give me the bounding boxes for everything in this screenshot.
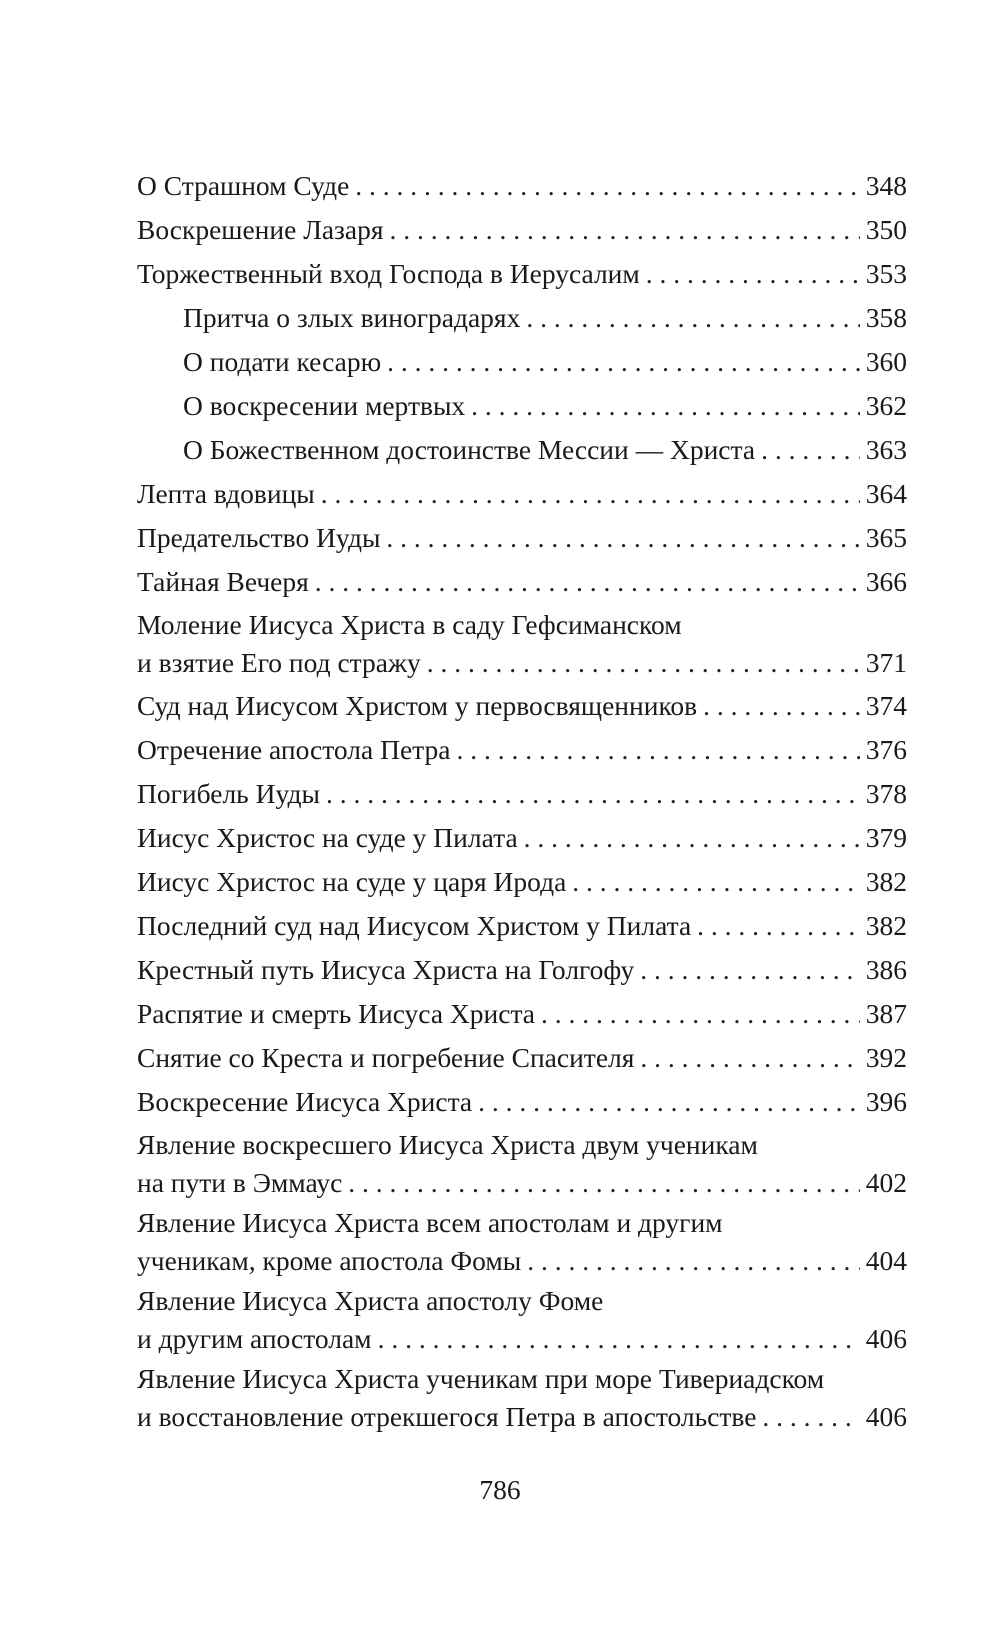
toc-entry-title: Торжественный вход Господа в Иерусалим bbox=[137, 258, 640, 289]
toc-entry[interactable] bbox=[137, 948, 907, 992]
toc-entry[interactable] bbox=[137, 904, 907, 948]
toc-entry-title-line: Явление Иисуса Христа апостолу Фоме bbox=[137, 1285, 604, 1316]
dot-leader bbox=[390, 208, 860, 252]
dot-leader bbox=[315, 560, 860, 604]
toc-entry[interactable] bbox=[137, 252, 907, 296]
toc-entry-title: Тайная Вечеря bbox=[137, 566, 309, 597]
toc-entry-page-number: 382 bbox=[865, 910, 907, 941]
toc-entry-title: Отречение апостола Петра bbox=[137, 734, 451, 765]
toc-entry[interactable] bbox=[137, 340, 907, 384]
dot-leader bbox=[646, 252, 860, 296]
dot-leader bbox=[456, 728, 859, 772]
toc-entry-page-number: 406 bbox=[865, 1323, 907, 1354]
toc-entry-page-number: 376 bbox=[865, 734, 907, 765]
toc-entry-title-line: Явление Иисуса Христа ученикам при море Тивериадском bbox=[137, 1363, 825, 1394]
toc-entry[interactable] bbox=[137, 1036, 907, 1080]
toc-entry-page-number: 382 bbox=[865, 866, 907, 897]
toc-entry[interactable] bbox=[137, 560, 907, 604]
toc-entry-title: Воскрешение Лазаря bbox=[137, 214, 384, 245]
toc-entry-title: Распятие и смерть Иисуса Христа bbox=[137, 998, 535, 1029]
dot-leader bbox=[524, 816, 860, 860]
toc-entry-title: Притча о злых виноградарях bbox=[183, 302, 521, 333]
dot-leader bbox=[527, 1242, 860, 1280]
toc-entry-title-line: Явление Иисуса Христа всем апостолам и другим bbox=[137, 1207, 723, 1238]
page-number: 786 bbox=[479, 1474, 521, 1505]
toc-entry-title: Воскресение Иисуса Христа bbox=[137, 1086, 473, 1117]
toc-entry[interactable] bbox=[137, 1360, 907, 1436]
dot-leader bbox=[526, 296, 859, 340]
toc-entry[interactable] bbox=[137, 606, 907, 682]
toc-entry-page-number: 386 bbox=[865, 954, 907, 985]
toc-entry[interactable] bbox=[137, 772, 907, 816]
toc-entry[interactable] bbox=[137, 384, 907, 428]
toc-entry-page-number: 353 bbox=[865, 258, 907, 289]
toc-entry[interactable] bbox=[137, 164, 907, 208]
toc-entry-page-number: 360 bbox=[865, 346, 907, 377]
toc-entry-page-number: 404 bbox=[865, 1245, 907, 1276]
toc-entry[interactable] bbox=[137, 296, 907, 340]
toc-entry[interactable] bbox=[137, 992, 907, 1036]
toc-entry-page-number: 362 bbox=[865, 390, 907, 421]
toc-entry-page-number: 350 bbox=[865, 214, 907, 245]
toc-entry[interactable] bbox=[137, 1282, 907, 1358]
toc-entry-title: О подати кесарю bbox=[183, 346, 382, 377]
dot-leader bbox=[703, 684, 860, 728]
toc-entry[interactable] bbox=[137, 1204, 907, 1280]
toc-entry-title: ученикам, кроме апостола Фомы bbox=[137, 1245, 522, 1276]
toc-entry[interactable] bbox=[137, 860, 907, 904]
toc-entry[interactable] bbox=[137, 516, 907, 560]
dot-leader bbox=[427, 644, 860, 682]
dot-leader bbox=[326, 772, 860, 816]
toc-entry-title: О Страшном Суде bbox=[137, 170, 350, 201]
toc-entry-page-number: 348 bbox=[865, 170, 907, 201]
toc-entry-page-number: 379 bbox=[865, 822, 907, 853]
dot-leader bbox=[348, 1164, 859, 1202]
dot-leader bbox=[387, 340, 860, 384]
dot-leader bbox=[321, 472, 860, 516]
toc-entry[interactable] bbox=[137, 728, 907, 772]
dot-leader bbox=[541, 992, 860, 1036]
dot-leader bbox=[471, 384, 860, 428]
toc-entry-title: Иисус Христос на суде у Пилата bbox=[137, 822, 518, 853]
toc-entry-page-number: 365 bbox=[865, 522, 907, 553]
dot-leader bbox=[355, 164, 859, 208]
toc-entry-title: и взятие Его под стражу bbox=[137, 647, 421, 678]
toc-entry[interactable] bbox=[137, 1080, 907, 1124]
toc-entry-page-number: 406 bbox=[865, 1401, 907, 1432]
toc-entry-page-number: 374 bbox=[865, 690, 907, 721]
toc-entry-title: Иисус Христос на суде у царя Ирода bbox=[137, 866, 567, 897]
toc-entry[interactable] bbox=[137, 472, 907, 516]
toc-entry-title: и восстановление отрекшегося Петра в апостольстве bbox=[137, 1401, 757, 1432]
toc-entry-page-number: 364 bbox=[865, 478, 907, 509]
dot-leader bbox=[386, 516, 859, 560]
toc-entry-page-number: 366 bbox=[865, 566, 907, 597]
dot-leader bbox=[378, 1320, 860, 1358]
toc-entry[interactable] bbox=[137, 428, 907, 472]
dot-leader bbox=[478, 1080, 860, 1124]
dot-leader bbox=[640, 1036, 859, 1080]
table-of-contents bbox=[137, 164, 907, 1438]
toc-entry-page-number: 396 bbox=[865, 1086, 907, 1117]
toc-entry-title: О воскресении мертвых bbox=[183, 390, 466, 421]
toc-entry[interactable] bbox=[137, 816, 907, 860]
toc-entry[interactable] bbox=[137, 684, 907, 728]
toc-entry-page-number: 378 bbox=[865, 778, 907, 809]
toc-entry-title: Лепта вдовицы bbox=[137, 478, 315, 509]
toc-entry-page-number: 402 bbox=[865, 1167, 907, 1198]
dot-leader bbox=[762, 1398, 859, 1436]
toc-entry-page-number: 358 bbox=[865, 302, 907, 333]
toc-entry-title: Крестный путь Иисуса Христа на Голгофу bbox=[137, 954, 635, 985]
dot-leader bbox=[640, 948, 859, 992]
toc-entry-title: Погибель Иуды bbox=[137, 778, 320, 809]
toc-entry[interactable] bbox=[137, 1126, 907, 1202]
toc-entry-title: Снятие со Креста и погребение Спасителя bbox=[137, 1042, 635, 1073]
toc-entry-page-number: 363 bbox=[865, 434, 907, 465]
toc-entry[interactable] bbox=[137, 208, 907, 252]
toc-entry-page-number: 392 bbox=[865, 1042, 907, 1073]
dot-leader bbox=[697, 904, 860, 948]
toc-entry-title: Предательство Иуды bbox=[137, 522, 381, 553]
toc-entry-title: Последний суд над Иисусом Христом у Пилата bbox=[137, 910, 692, 941]
dot-leader bbox=[761, 428, 860, 472]
toc-entry-title: на пути в Эммаус bbox=[137, 1167, 343, 1198]
toc-entry-title: и другим апостолам bbox=[137, 1323, 372, 1354]
toc-entry-title: Суд над Иисусом Христом у первосвященников bbox=[137, 690, 698, 721]
dot-leader bbox=[572, 860, 859, 904]
toc-entry-title-line: Моление Иисуса Христа в саду Гефсиманском bbox=[137, 609, 682, 640]
toc-entry-title: О Божественном достоинстве Мессии — Христа bbox=[183, 434, 756, 465]
toc-entry-page-number: 387 bbox=[865, 998, 907, 1029]
toc-entry-page-number: 371 bbox=[865, 647, 907, 678]
toc-entry-title-line: Явление воскресшего Иисуса Христа двум ученикам bbox=[137, 1129, 758, 1160]
